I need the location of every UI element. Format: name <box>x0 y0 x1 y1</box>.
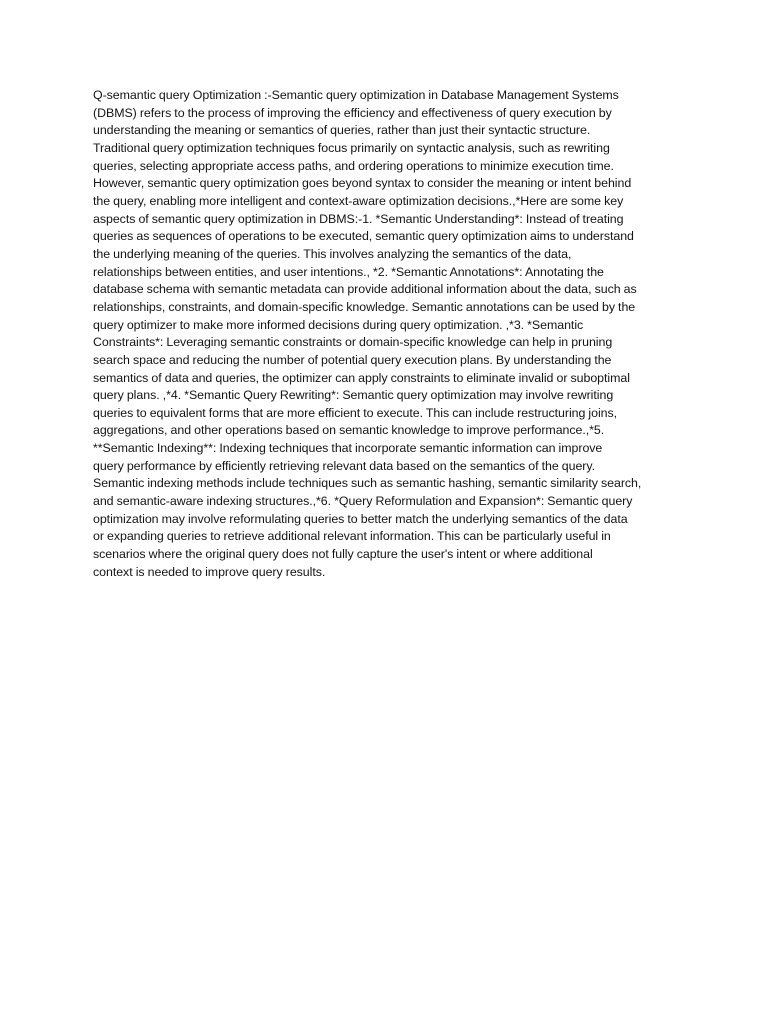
text-line: aggregations, and other operations based on semantic knowledge to improve performance.,*5. <box>93 423 605 438</box>
text-line: semantics of data and queries, the optimizer can apply constraints to eliminate invalid or suboptimal <box>93 370 630 385</box>
text-line: However, semantic query optimization goes beyond syntax to consider the meaning or intent behind <box>93 176 632 191</box>
text-line: relationships between entities, and user intentions., *2. *Semantic Annotations*: Annotating the <box>93 264 604 279</box>
text-line: or expanding queries to retrieve additional relevant information. This can be particularly useful in <box>93 529 611 544</box>
text-line: context is needed to improve query results. <box>93 564 326 579</box>
text-line: query plans. ,*4. *Semantic Query Rewriting*: Semantic query optimization may involve rewriting <box>93 388 614 403</box>
text-line: queries to equivalent forms that are more efficient to execute. This can include restructuring joins, <box>93 405 618 420</box>
text-line: **Semantic Indexing**: Indexing techniques that incorporate semantic information can improve <box>93 441 603 456</box>
text-line: understanding the meaning or semantics of queries, rather than just their syntactic structure. <box>93 123 591 138</box>
text-line: Q-semantic query Optimization :-Semantic query optimization in Database Management Systems <box>93 88 619 102</box>
text-line: optimization may involve reformulating queries to better match the underlying semantics of the data <box>93 511 628 526</box>
text-line: database schema with semantic metadata can provide additional information about the data, such as <box>93 282 637 297</box>
text-line: the query, enabling more intelligent and context-aware optimization decisions.,*Here are some key <box>93 193 624 208</box>
body-paragraph <box>93 87 683 581</box>
text-line: Traditional query optimization techniques focus primarily on syntactic analysis, such as rewriting <box>93 140 610 155</box>
text-line: query performance by efficiently retrieving relevant data based on the semantics of the query. <box>93 458 595 473</box>
text-line: search space and reducing the number of potential query execution plans. By understanding the <box>93 352 612 367</box>
text-line: and semantic-aware indexing structures.,*6. *Query Reformulation and Expansion*: Semantic query <box>93 494 633 509</box>
text-line: scenarios where the original query does not fully capture the user's intent or where additional <box>93 547 593 562</box>
text-line: Semantic indexing methods include techniques such as semantic hashing, semantic similarity search, <box>93 476 642 491</box>
text-line: Constraints*: Leveraging semantic constraints or domain-specific knowledge can help in pruning <box>93 335 613 350</box>
text-line: query optimizer to make more informed decisions during query optimization. ,*3. *Semantic <box>93 317 584 332</box>
text-line: queries, selecting appropriate access paths, and ordering operations to minimize execution time. <box>93 158 614 173</box>
text-line: relationships, constraints, and domain-specific knowledge. Semantic annotations can be used by the <box>93 299 636 314</box>
text-line: aspects of semantic query optimization in DBMS:-1. *Semantic Understanding*: Instead of treating <box>93 211 624 226</box>
text-line: queries as sequences of operations to be executed, semantic query optimization aims to understand <box>93 229 634 244</box>
text-line: the underlying meaning of the queries. This involves analyzing the semantics of the data, <box>93 246 572 261</box>
text-line: (DBMS) refers to the process of improving the efficiency and effectiveness of query execution by <box>93 105 612 120</box>
